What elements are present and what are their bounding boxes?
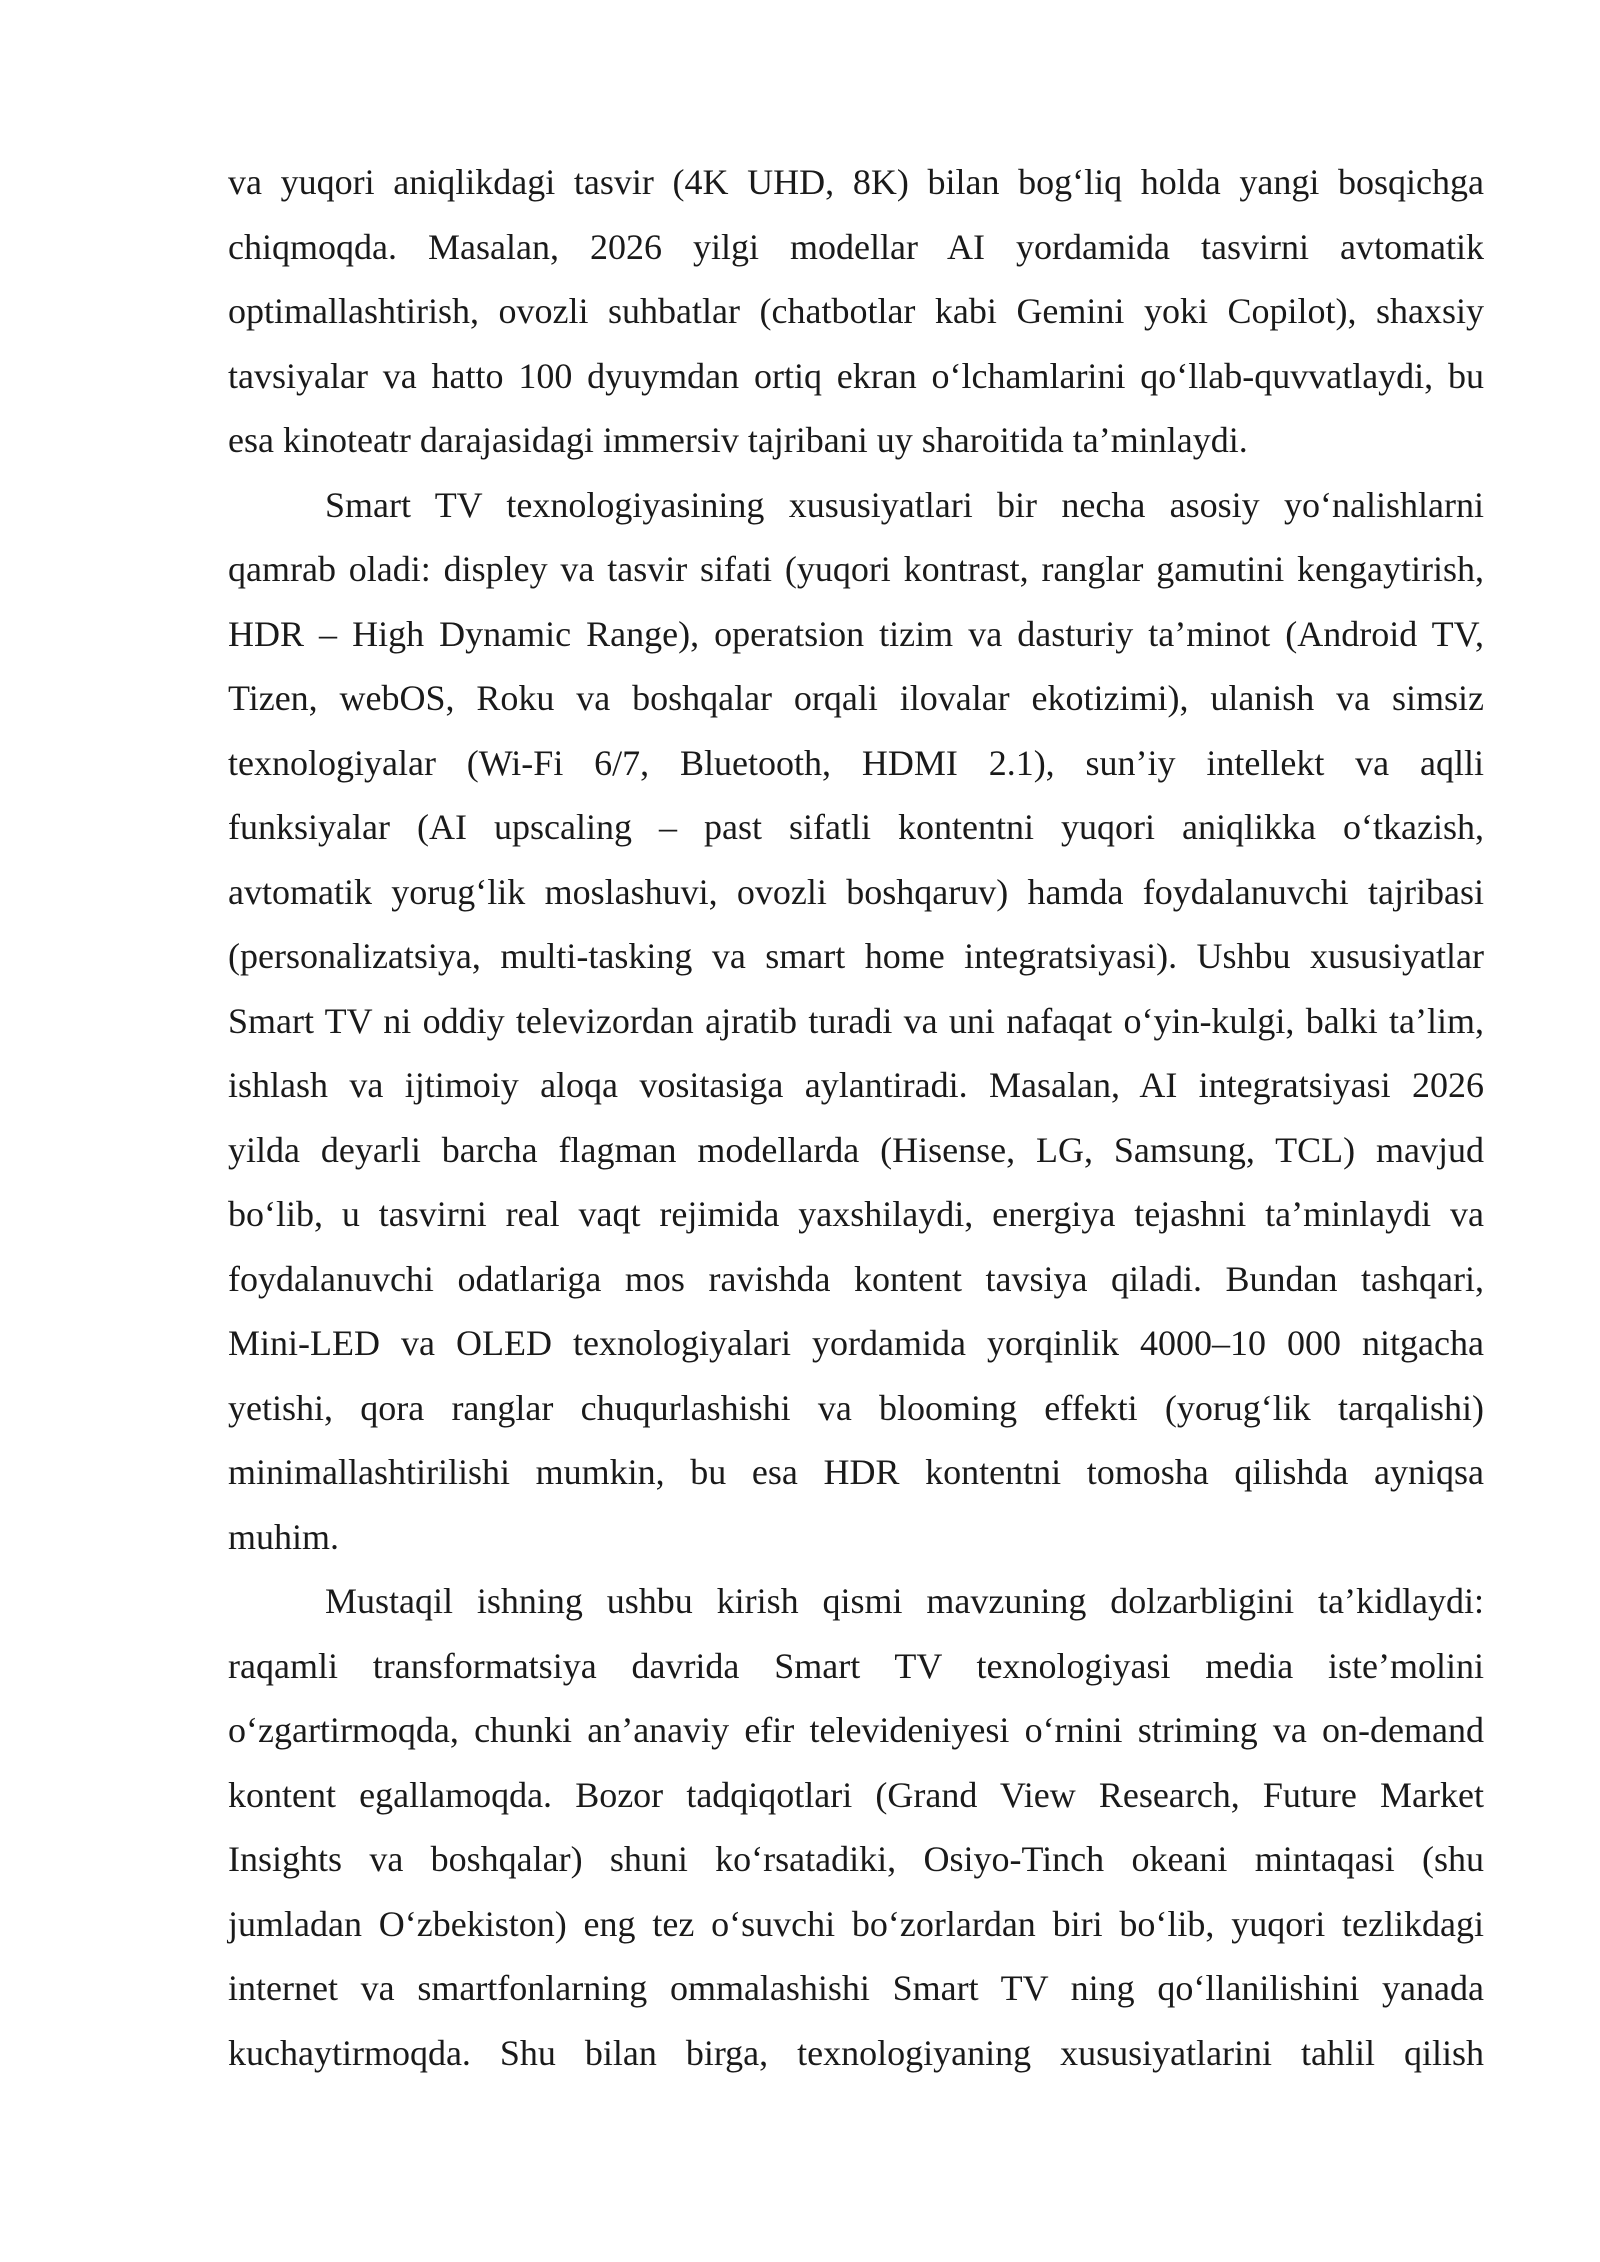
text-line: kontent egallamoqda. Bozor tadqiqotlari (Grand View Research, Future Market xyxy=(228,1774,1484,1815)
text-line: optimallashtirish, ovozli suhbatlar (chatbotlar kabi Gemini yoki Copilot), shaxsiy xyxy=(228,291,1484,331)
text-line: ishlash va ijtimoiy aloqa vositasiga aylantiradi. Masalan, AI integratsiyasi 2026 xyxy=(228,1065,1484,1105)
text-line: o‘zgartirmoqda, chunki an’anaviy efir televideniyesi o‘rnini striming va on-demand xyxy=(228,1710,1484,1750)
text-line: (personalizatsiya, multi-tasking va smart home integratsiyasi). Ushbu xususiyatlar xyxy=(228,936,1484,976)
text-line: yilda deyarli barcha flagman modellarda (Hisense, LG, Samsung, TCL) mavjud xyxy=(228,1129,1484,1170)
text-line: kuchaytirmoqda. Shu bilan birga, texnologiyaning xususiyatlarini tahlil qilish xyxy=(228,2032,1484,2073)
text-line: Smart TV ni oddiy televizordan ajratib turadi va uni nafaqat o‘yin-kulgi, balki ta’lim, xyxy=(228,1000,1484,1041)
text-line: yetishi, qora ranglar chuqurlashishi va blooming effekti (yorug‘lik tarqalishi) xyxy=(228,1387,1484,1428)
text-line: foydalanuvchi odatlariga mos ravishda kontent tavsiya qiladi. Bundan tashqari, xyxy=(228,1258,1484,1299)
text-line: Mustaqil ishning ushbu kirish qismi mavzuning dolzarbligini ta’kidlaydi: xyxy=(325,1581,1484,1621)
document-text xyxy=(228,150,1484,2085)
text-line: bo‘lib, u tasvirni real vaqt rejimida yaxshilaydi, energiya tejashni ta’minlaydi va xyxy=(228,1194,1484,1234)
text-line: funksiyalar (AI upscaling – past sifatli kontentni yuqori aniqlikka o‘tkazish, xyxy=(228,807,1484,847)
text-line: internet va smartfonlarning ommalashishi Smart TV ning qo‘llanilishini yanada xyxy=(228,1968,1484,2008)
text-line: HDR – High Dynamic Range), operatsion tizim va dasturiy ta’minot (Android TV, xyxy=(228,613,1484,654)
text-line: qamrab oladi: displey va tasvir sifati (yuqori kontrast, ranglar gamutini kengaytirish, xyxy=(228,549,1484,589)
text-line: texnologiyalar (Wi-Fi 6/7, Bluetooth, HDMI 2.1), sun’iy intellekt va aqlli xyxy=(228,742,1484,783)
text-line: tavsiyalar va hatto 100 dyuymdan ortiq ekran o‘lchamlarini qo‘llab-quvvatlaydi, bu xyxy=(228,355,1484,396)
text-line: avtomatik yorug‘lik moslashuvi, ovozli boshqaruv) hamda foydalanuvchi tajribasi xyxy=(228,871,1484,912)
text-line: va yuqori aniqlikdagi tasvir (4K UHD, 8K) bilan bog‘liq holda yangi bosqichga xyxy=(228,162,1484,202)
text-line: Mini-LED va OLED texnologiyalari yordamida yorqinlik 4000–10 000 nitgacha xyxy=(228,1323,1484,1363)
text-line: Insights va boshqalar) shuni ko‘rsatadiki, Osiyo-Tinch okeani mintaqasi (shu xyxy=(228,1839,1484,1879)
text-line: chiqmoqda. Masalan, 2026 yilgi modellar AI yordamida tasvirni avtomatik xyxy=(228,226,1484,267)
text-line: minimallashtirilishi mumkin, bu esa HDR kontentni tomosha qilishda ayniqsa xyxy=(228,1452,1484,1492)
text-line: raqamli transformatsiya davrida Smart TV texnologiyasi media iste’molini xyxy=(228,1645,1484,1686)
text-line: Tizen, webOS, Roku va boshqalar orqali ilovalar ekotizimi), ulanish va simsiz xyxy=(228,678,1484,718)
text-line: jumladan O‘zbekiston) eng tez o‘suvchi bo‘zorlardan biri bo‘lib, yuqori tezlikdagi xyxy=(228,1903,1484,1944)
text-line: esa kinoteatr darajasidagi immersiv tajribani uy sharoitida ta’minlaydi. xyxy=(228,420,1248,460)
text-line: muhim. xyxy=(228,1516,340,1557)
text-line: Smart TV texnologiyasining xususiyatlari bir necha asosiy yo‘nalishlarni xyxy=(325,484,1484,525)
